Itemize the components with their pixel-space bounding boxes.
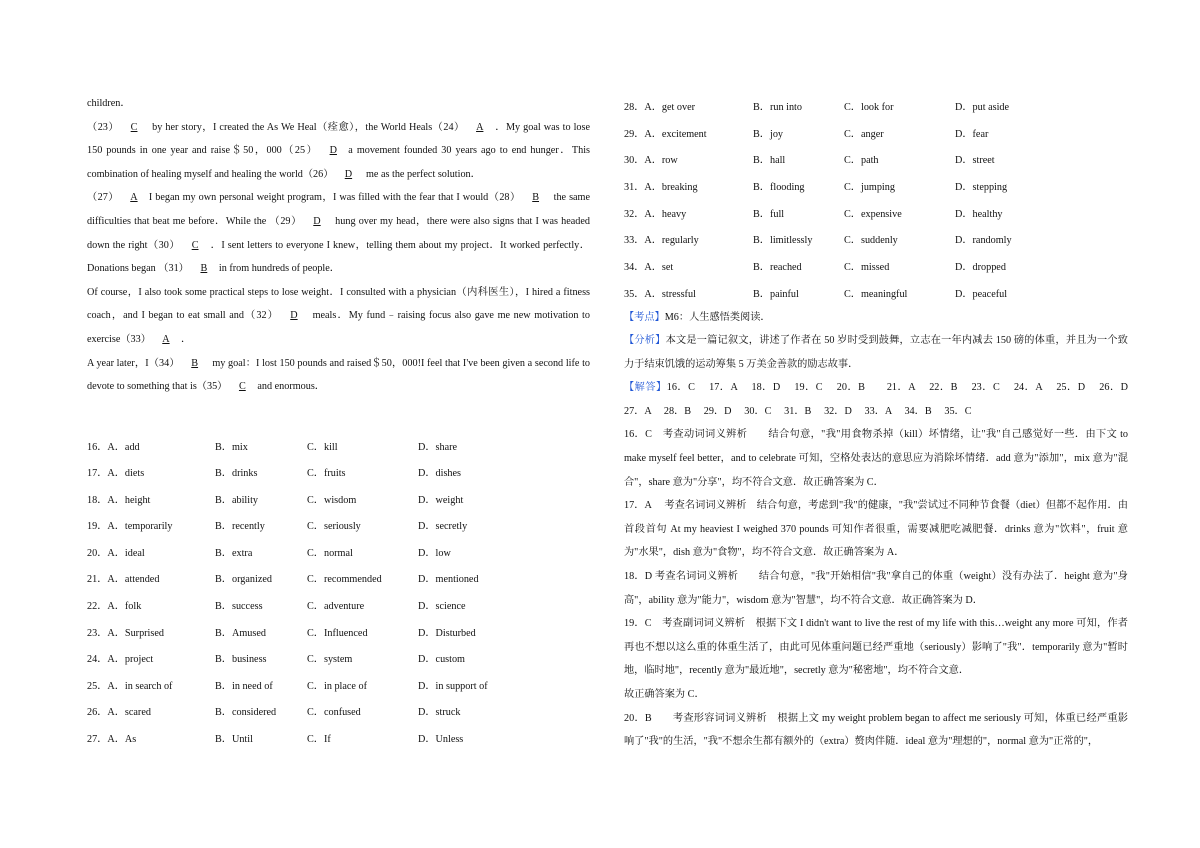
option-d: D．weight bbox=[418, 494, 464, 506]
blank-answer-29: D bbox=[313, 215, 321, 227]
option-row bbox=[624, 279, 1128, 306]
option-c: C．adventure bbox=[307, 601, 365, 613]
option-c: C．kill bbox=[307, 441, 338, 453]
passage-text: a movement founded 30 years ago to end hunger．This combination of healing myself and healing the world（26） bbox=[87, 145, 590, 180]
option-d: D．randomly bbox=[955, 235, 1012, 247]
option-c: C．missed bbox=[844, 261, 890, 273]
option-d: D．custom bbox=[418, 654, 465, 666]
option-d: D．dishes bbox=[418, 468, 462, 480]
option-b: B．success bbox=[215, 601, 263, 613]
blank-answer-30: C bbox=[191, 239, 199, 251]
option-d: D．stepping bbox=[955, 181, 1008, 193]
option-a: 17．A．diets bbox=[87, 468, 145, 480]
option-row bbox=[87, 538, 590, 565]
option-c: C．expensive bbox=[844, 208, 902, 220]
option-d: D．put aside bbox=[955, 101, 1010, 113]
option-d: D．dropped bbox=[955, 261, 1006, 273]
explanation-17: 17．A 考查名词词义辨析 结合句意，考虑到"我"的健康，"我"尝试过不同种节食餐（diet）但都不起作用．由首段首句 At my heaviest I weighed 370 pounds 可知作者很重，需要减肥吃减肥餐．drinks 意为"饮料"，fruit 意为"水果"，dish 意为"食物"，均不符合文意．故正确答案为 A． bbox=[624, 500, 1128, 559]
option-row bbox=[624, 252, 1128, 279]
option-d: D．struck bbox=[418, 707, 461, 719]
option-b: B．reached bbox=[753, 261, 802, 273]
fenxi-section bbox=[624, 329, 1128, 376]
kaodian-text: M6：人生感悟类阅读． bbox=[664, 311, 771, 323]
option-c: C．in place of bbox=[307, 680, 367, 692]
option-d: D．secretly bbox=[418, 521, 468, 533]
passage-line-children bbox=[87, 92, 590, 116]
option-c: C．confused bbox=[307, 707, 361, 719]
option-b: B．recently bbox=[215, 521, 265, 533]
option-c: C．path bbox=[844, 155, 879, 167]
blank-answer-32: D bbox=[290, 310, 298, 322]
option-b: B．in need of bbox=[215, 680, 273, 692]
option-a: 21．A．attended bbox=[87, 574, 160, 586]
option-b: B．ability bbox=[215, 494, 259, 506]
option-a: 33．A．regularly bbox=[624, 235, 699, 247]
jieda-text: 16．C 17．A 18．D 19．C 20．B 21．A 22．B 23．C 24．A 25．D 26．D 27．A 28．B 29．D 30．C 31．B 32．D 33．A 34．B 35．C bbox=[624, 382, 1139, 417]
blank-answer-26: D bbox=[344, 168, 353, 180]
passage-paragraph-2 bbox=[87, 186, 590, 280]
option-c: C．anger bbox=[844, 128, 884, 140]
option-a: 22．A．folk bbox=[87, 601, 142, 613]
option-row bbox=[87, 724, 590, 751]
option-row bbox=[87, 458, 590, 485]
option-d: D．mentioned bbox=[418, 574, 479, 586]
fenxi-text: 本文是一篇记叙文，讲述了作者在 50 岁时受到鼓舞，立志在一年内减去 150 磅的体重，并且为一个致力于结束饥饿的运动筹集 5 万美金善款的励志故事． bbox=[624, 335, 1128, 370]
option-b: B．joy bbox=[753, 128, 784, 140]
option-b: B．run into bbox=[753, 101, 802, 113]
option-a: 25．A．in search of bbox=[87, 680, 173, 692]
option-d: D．share bbox=[418, 441, 458, 453]
passage-text: I began my own personal weight program，I was filled with the fear that I would（28） bbox=[148, 192, 521, 204]
passage-text: ． bbox=[180, 333, 192, 345]
option-b: B．organized bbox=[215, 574, 272, 586]
passage-text: and enormous． bbox=[257, 381, 325, 393]
jieda-tag: 【解答】 bbox=[624, 382, 667, 394]
option-c: C．Influenced bbox=[307, 627, 368, 639]
option-row bbox=[87, 565, 590, 592]
option-row bbox=[624, 172, 1128, 199]
option-b: B．considered bbox=[215, 707, 277, 719]
option-b: B．Until bbox=[215, 734, 253, 746]
option-a: 30．A．row bbox=[624, 155, 678, 167]
jieda-section bbox=[624, 376, 1139, 423]
blank-answer-34: B bbox=[191, 357, 199, 369]
option-b: B．full bbox=[753, 208, 785, 220]
explanation-20: 20．B 考查形容词词义辨析 根据上文 my weight problem began to affect me seriously 可知，体重已经严重影响了"我"的生活，"我"不想余生都有额外的（extra）赘肉伴随．ideal 意为"理想的"，normal 意为"正常的"， bbox=[624, 712, 1128, 748]
option-a: 27．A．As bbox=[87, 734, 137, 746]
option-b: B．hall bbox=[753, 155, 786, 167]
option-a: 31．A．breaking bbox=[624, 181, 698, 193]
explanation-19-answer: 故正确答案为 C． bbox=[624, 689, 705, 700]
passage-text: children． bbox=[87, 98, 131, 109]
passage-text: me as the perfect solution． bbox=[363, 168, 481, 180]
option-c: C．jumping bbox=[844, 181, 895, 193]
option-c: C．suddenly bbox=[844, 235, 898, 247]
option-c: C．normal bbox=[307, 547, 353, 559]
passage-text: in from hundreds of people． bbox=[218, 263, 340, 275]
option-row bbox=[624, 199, 1128, 226]
blank-answer-35: C bbox=[238, 381, 246, 393]
passage-text: ．My goal was to lose 150 pounds in one year and raise＄50，000（25） bbox=[87, 121, 590, 157]
option-a: 19．A．temporarily bbox=[87, 521, 173, 533]
option-a: 16．A．add bbox=[87, 441, 140, 453]
option-d: D．Unless bbox=[418, 734, 464, 746]
option-d: D．low bbox=[418, 547, 451, 559]
option-d: D．healthy bbox=[955, 208, 1003, 220]
kaodian-section bbox=[624, 306, 1128, 330]
option-d: D．peaceful bbox=[955, 288, 1008, 300]
left-column bbox=[87, 92, 590, 751]
option-c: C．seriously bbox=[307, 521, 361, 533]
blank-answer-23: C bbox=[130, 121, 138, 133]
option-a: 20．A．ideal bbox=[87, 547, 145, 559]
option-row bbox=[624, 145, 1128, 172]
option-row bbox=[624, 225, 1128, 252]
kaodian-tag: 【考点】 bbox=[624, 311, 665, 323]
option-b: B．business bbox=[215, 654, 267, 666]
option-row bbox=[624, 119, 1128, 146]
passage-paragraph-1 bbox=[87, 116, 590, 187]
blank-answer-31: B bbox=[200, 263, 208, 275]
blank-answer-24: A bbox=[476, 121, 484, 133]
blank-answer-33: A bbox=[162, 333, 170, 345]
explanation-18: 18．D 考查名词词义辨析 结合句意，"我"开始相信"我"拿自己的体重（weight）没有办法了．height 意为"身高"，ability 意为"能力"，wisdom 意为"智慧"，均不符合文意．故正确答案为 D． bbox=[624, 571, 1128, 606]
passage-text: （23） bbox=[87, 121, 120, 133]
option-row bbox=[624, 92, 1128, 119]
option-c: C．If bbox=[307, 734, 331, 746]
right-column bbox=[624, 92, 1139, 754]
option-b: B．painful bbox=[753, 288, 799, 300]
passage-text: A year later，I（34） bbox=[87, 357, 180, 369]
option-row bbox=[87, 512, 590, 539]
option-row bbox=[87, 618, 590, 645]
option-d: D．fear bbox=[955, 128, 989, 140]
option-d: D．science bbox=[418, 601, 466, 613]
option-row bbox=[87, 644, 590, 671]
explanation-16: 16．C 考查动词词义辨析 结合句意，"我"用食物杀掉（kill）坏情绪，让"我"自己感觉好一些．由下文 to make myself feel better，and to celebrate 可知，空格处表达的意思应为消除坏情绪．add 意为"添加"，mix 意为"混合"，share 意为"分享"，均不符合文意．故正确答案为 C． bbox=[624, 429, 1128, 488]
option-a: 23．A．Surprised bbox=[87, 627, 164, 639]
option-a: 26．A．scared bbox=[87, 707, 151, 719]
passage-text: by her story，I created the As We Heal（痊愈），the World Heals（24） bbox=[149, 121, 465, 133]
options-list-right bbox=[624, 92, 1128, 306]
blank-answer-27: A bbox=[130, 192, 138, 204]
option-row bbox=[87, 591, 590, 618]
passage-paragraph-4 bbox=[87, 352, 590, 399]
option-row bbox=[87, 432, 590, 459]
explanation-19: 19．C 考查副词词义辨析 根据下文 I didn't want to live the rest of my life with this…weight any more 可知，作者再也不想以这么重的体重生活了，由此可见体重问题已经严重地（seriously）影响了"我"．temporarily 意为"暂时地，临时地"，recently 意为"最近地"，secretly 意为"秘密地"，均不符合文意． bbox=[624, 618, 1128, 677]
option-a: 35．A．stressful bbox=[624, 288, 696, 300]
passage-text: Of course，I also took some practical steps to lose weight．I consulted with a physician（内科医生），I hired a fitness coach，and I began to eat small and（32） bbox=[87, 286, 590, 322]
blank-answer-28: B bbox=[532, 192, 540, 204]
option-c: C．look for bbox=[844, 101, 894, 113]
passage-text: the same difficulties that beat me before．While the （29） bbox=[87, 192, 590, 227]
option-d: D．Disturbed bbox=[418, 627, 476, 639]
options-list-left bbox=[87, 432, 590, 751]
option-a: 18．A．height bbox=[87, 494, 151, 506]
option-a: 28．A．get over bbox=[624, 101, 696, 113]
option-c: C．fruits bbox=[307, 468, 346, 480]
option-row bbox=[87, 698, 590, 725]
option-row bbox=[87, 485, 590, 512]
option-b: B．extra bbox=[215, 547, 253, 559]
option-row bbox=[87, 671, 590, 698]
option-b: B．drinks bbox=[215, 468, 258, 480]
option-a: 32．A．heavy bbox=[624, 208, 687, 220]
passage-text: ．I sent letters to everyone I knew，telling them about my project．It worked perfectly．Donations began （31） bbox=[87, 239, 590, 275]
option-d: D．in support of bbox=[418, 680, 488, 692]
option-a: 29．A．excitement bbox=[624, 128, 707, 140]
passage-text: my goal：I lost 150 pounds and raised＄50，000!I feel that I've been given a second life to devote to something that is（35） bbox=[87, 357, 590, 393]
option-b: B．mix bbox=[215, 441, 248, 453]
blank-answer-25: D bbox=[329, 145, 337, 157]
passage-text: （27） bbox=[87, 192, 119, 204]
option-b: B．flooding bbox=[753, 181, 805, 193]
fenxi-tag: 【分析】 bbox=[624, 335, 666, 347]
option-b: B．limitlessly bbox=[753, 235, 813, 247]
option-a: 24．A．project bbox=[87, 654, 154, 666]
passage-text: hung over my head，there were also signs that I was headed down the right（30） bbox=[87, 215, 590, 251]
option-a: 34．A．set bbox=[624, 261, 674, 273]
option-c: C．recommended bbox=[307, 574, 382, 586]
option-d: D．street bbox=[955, 155, 995, 167]
passage-text: meals．My fund﹣raising focus also gave me new motivation to exercise（33） bbox=[87, 310, 590, 345]
option-c: C．system bbox=[307, 654, 353, 666]
passage-paragraph-3 bbox=[87, 281, 590, 352]
option-c: C．meaningful bbox=[844, 288, 908, 300]
option-b: B．Amused bbox=[215, 627, 266, 639]
option-c: C．wisdom bbox=[307, 494, 357, 506]
